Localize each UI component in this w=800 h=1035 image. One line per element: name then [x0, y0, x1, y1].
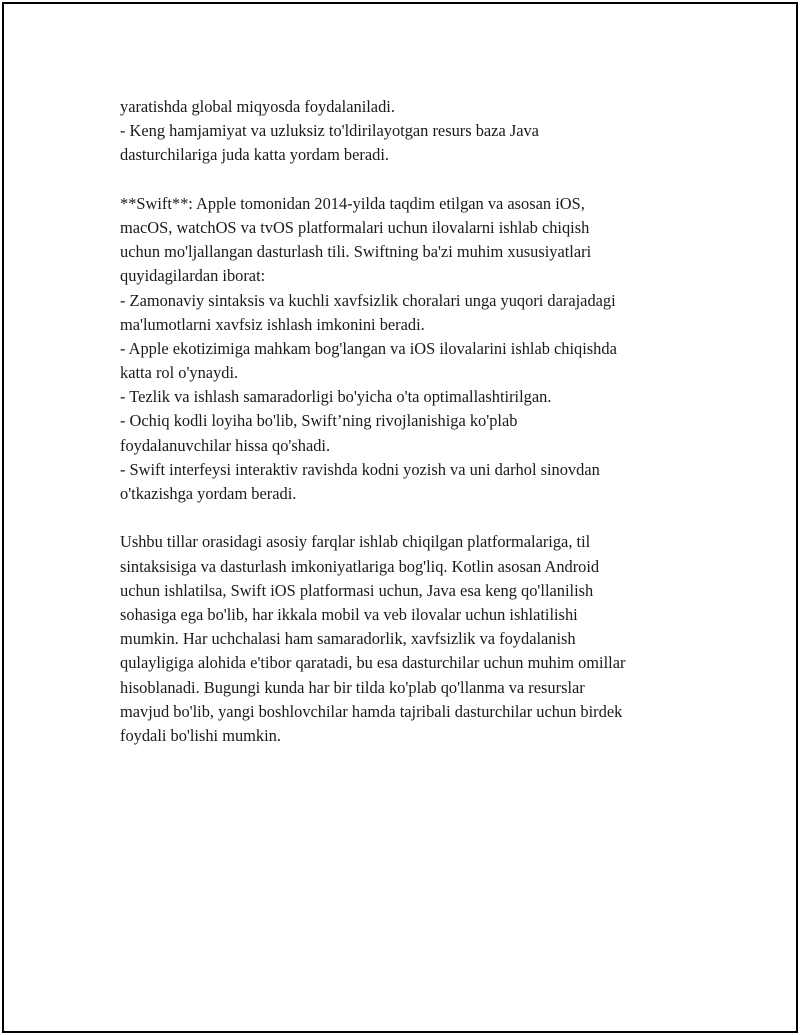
text-line: - Ochiq kodli loyiha bo'lib, Swift’ning rivojlanishiga ko'plab	[120, 411, 518, 431]
text-line: uchun ishlatilsa, Swift iOS platformasi uchun, Java esa keng qo'llanilish	[120, 580, 594, 600]
text-line: foydali bo'lishi mumkin.	[120, 725, 281, 745]
paragraph-spacer	[120, 506, 700, 530]
text-line: katta rol o'ynaydi.	[120, 363, 239, 383]
text-line: **Swift**: Apple tomonidan 2014-yilda taqdim etilgan va asosan iOS,	[120, 193, 585, 213]
text-line: sintaksisiga va dasturlash imkoniyatlariga bog'liq. Kotlin asosan Android	[120, 556, 600, 576]
text-line: quyidagilardan iborat:	[120, 266, 266, 286]
text-line: dasturchilariga juda katta yordam beradi.	[120, 145, 389, 165]
text-line: uchun mo'ljallangan dasturlash tili. Swiftning ba'zi muhim xususiyatlari	[120, 242, 592, 262]
paragraph-spacer	[120, 168, 700, 192]
text-line: - Swift interfeysi interaktiv ravishda kodni yozish va uni darhol sinovdan	[120, 459, 600, 479]
text-line: o'tkazishga yordam beradi.	[120, 484, 297, 503]
text-line: hisoblanadi. Bugungi kunda har bir tilda ko'plab qo'llanma va resurslar	[120, 677, 585, 697]
text-line: ma'lumotlarni xavfsiz ishlash imkonini beradi.	[120, 314, 425, 334]
text-line: macOS, watchOS va tvOS platformalari uchun ilovalarni ishlab chiqish	[120, 217, 590, 237]
text-line: - Apple ekotizimiga mahkam bog'langan va iOS ilovalarini ishlab chiqishda	[120, 338, 617, 358]
text-line: Ushbu tillar orasidagi asosiy farqlar ishlab chiqilgan platformalariga, til	[120, 532, 591, 552]
text-line: yaratishda global miqyosda foydalaniladi.	[120, 97, 395, 116]
text-line: foydalanuvchilar hissa qo'shadi.	[120, 435, 331, 455]
text-line: mavjud bo'lib, yangi boshlovchilar hamda tajribali dasturchilar uchun birdek	[120, 701, 623, 721]
text-line: - Zamonaviy sintaksis va kuchli xavfsizlik choralari unga yuqori darajadagi	[120, 290, 616, 310]
text-line: sohasiga ega bo'lib, har ikkala mobil va veb ilovalar uchun ishlatilishi	[120, 604, 578, 624]
text-line: qulayligiga alohida e'tibor qaratadi, bu esa dasturchilar uchun muhim omillar	[120, 653, 626, 673]
text-line: - Keng hamjamiyat va uzluksiz to'ldirilayotgan resurs baza Java	[120, 121, 539, 141]
document-page	[2, 2, 798, 1033]
text-line: mumkin. Har uchchalasi ham samaradorlik, xavfsizlik va foydalanish	[120, 629, 576, 649]
text-line: - Tezlik va ishlash samaradorligi bo'yicha o'ta optimallashtirilgan.	[120, 387, 552, 407]
document-body	[120, 95, 700, 748]
